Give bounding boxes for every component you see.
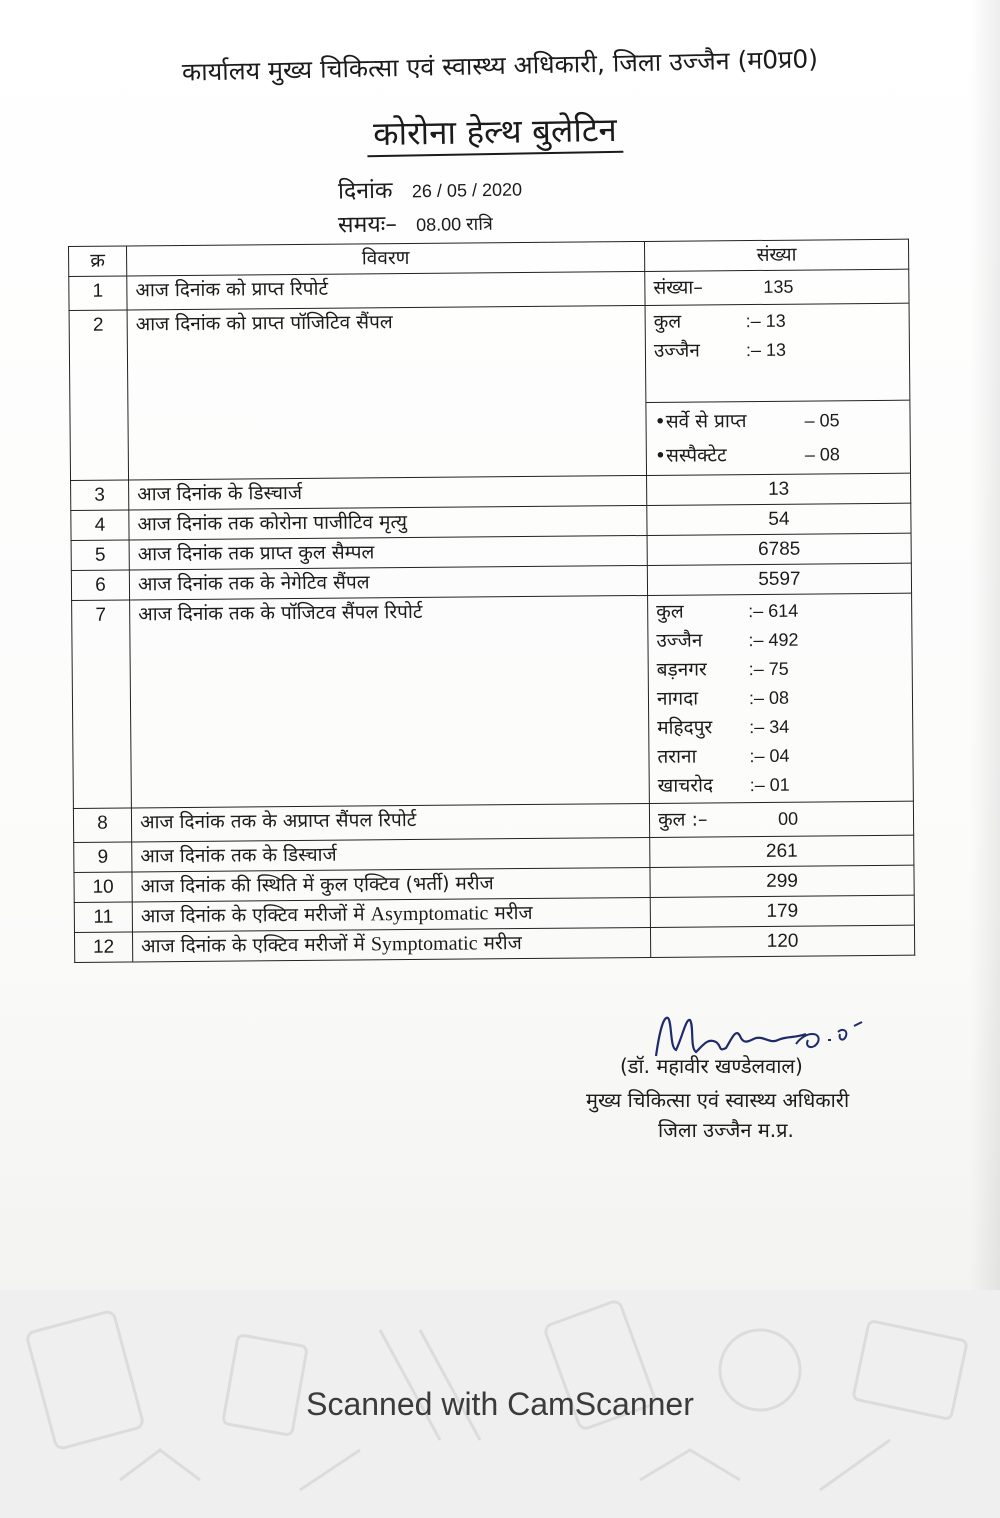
row-value: 261	[650, 835, 914, 867]
row-value	[645, 303, 910, 475]
date-line	[338, 170, 522, 205]
sub-breakdown-label: •सर्वे से प्राप्त	[654, 410, 747, 433]
header-serial: क्र	[69, 246, 127, 277]
row-value	[649, 801, 913, 837]
table-row	[69, 303, 910, 480]
breakdown-label: बड़नगर	[656, 658, 707, 681]
row-value	[645, 269, 909, 305]
row-serial: 9	[74, 842, 132, 873]
office-heading: कार्यालय मुख्य चिकित्सा एवं स्वास्थ्य अधिकारी, जिला उज्जैन (म0प्र0)	[181, 44, 819, 87]
description-english: Symptomatic	[370, 932, 478, 956]
row-value: 299	[650, 865, 914, 897]
row-serial: 2	[69, 310, 128, 480]
row-description: आज दिनांक तक के पॉजिटव सैंपल रिपोर्ट	[130, 595, 650, 808]
time-line	[338, 205, 493, 240]
breakdown-value: :– 04	[749, 745, 790, 767]
row-serial: 6	[71, 570, 129, 601]
row-description: आज दिनांक तक के नेगेटिव सैंपल	[129, 565, 647, 600]
breakdown-value: :– 01	[749, 774, 790, 796]
description-suffix: मरीज	[494, 901, 533, 925]
row-description	[132, 927, 650, 962]
table-row	[72, 593, 914, 808]
row-description: आज दिनांक तक कोरोना पाजीटिव मृत्यु	[129, 505, 647, 540]
signatory-district: जिला उज्जैन म.प्र.	[658, 1118, 794, 1142]
date-value: 26 / 05 / 2020	[411, 179, 523, 202]
breakdown-value: :– 492	[748, 629, 799, 651]
table-row	[74, 925, 914, 962]
time-value: 08.00 रात्रि	[415, 213, 493, 235]
description-english: Asymptomatic	[370, 902, 489, 926]
sub-breakdown-label: •सस्पैक्टेट	[654, 444, 727, 467]
breakdown-label: तराना	[657, 745, 697, 768]
camscanner-label: Scanned with CamScanner	[306, 1386, 694, 1422]
row-value: 6785	[647, 533, 911, 565]
bulletin-title: कोरोना हेल्थ बुलेटिन	[330, 105, 661, 156]
row-value: 13	[647, 473, 911, 505]
value-number: 00	[777, 808, 799, 829]
row-serial: 11	[74, 902, 132, 933]
row-description: आज दिनांक तक के अप्राप्त सैंपल रिपोर्ट	[131, 803, 649, 842]
sub-breakdown	[646, 400, 910, 473]
row-serial: 3	[71, 480, 129, 511]
time-label: समयः–	[337, 211, 398, 239]
row-serial: 10	[74, 872, 132, 903]
description-hindi: आज दिनांक के एक्टिव मरीजों में	[140, 903, 365, 928]
row-value: 5597	[647, 563, 911, 595]
row-serial: 5	[71, 540, 129, 571]
breakdown-label: उज्जैन	[653, 339, 700, 362]
breakdown-label: कुल	[653, 310, 682, 333]
row-value	[648, 593, 914, 803]
row-value: 120	[650, 925, 914, 957]
header-description: विवरण	[127, 241, 645, 276]
sub-breakdown-value: – 08	[804, 444, 840, 465]
row-description: आज दिनांक तक प्राप्त कुल सैम्पल	[129, 535, 647, 570]
breakdown-value: :– 08	[748, 687, 790, 709]
breakdown-value: :– 13	[745, 339, 787, 361]
breakdown-value: :– 13	[745, 310, 786, 332]
row-description: आज दिनांक को प्राप्त पॉजिटिव सैंपल	[127, 305, 646, 480]
sub-breakdown-value: – 05	[804, 410, 840, 431]
value-label: कुल :–	[657, 808, 708, 831]
row-description: आज दिनांक के डिस्चार्ज	[129, 475, 647, 510]
description-suffix: मरीज	[483, 932, 522, 955]
breakdown-label: कुल	[656, 600, 684, 623]
breakdown-label: नागदा	[656, 687, 699, 710]
row-value: 179	[650, 895, 914, 927]
signatory-name: (डॉ. महावीर खण्डेलवाल)	[620, 1054, 803, 1078]
row-serial: 4	[71, 510, 129, 541]
value-label: संख्या–	[653, 276, 703, 299]
description-hindi: आज दिनांक के एक्टिव मरीजों में	[141, 933, 365, 958]
breakdown-label: महिदपुर	[657, 716, 713, 739]
bulletin-table	[68, 239, 915, 963]
row-description: आज दिनांक तक के डिस्चार्ज	[132, 837, 650, 872]
value-number: 135	[763, 276, 794, 297]
signatory-designation: मुख्य चिकित्सा एवं स्वास्थ्य अधिकारी	[586, 1088, 850, 1112]
breakdown-value: :– 34	[749, 716, 790, 738]
row-serial: 8	[73, 808, 131, 843]
bulletin-table-wrap	[68, 239, 914, 963]
breakdown-value: :– 75	[748, 658, 789, 680]
row-serial: 12	[74, 932, 132, 963]
row-description: आज दिनांक को प्राप्त रिपोर्ट	[127, 271, 645, 310]
date-label: दिनांक	[337, 177, 393, 205]
breakdown-label: उज्जैन	[656, 629, 703, 652]
breakdown-label: खाचरोद	[657, 774, 714, 797]
row-description	[132, 897, 650, 932]
breakdown-value: :– 614	[748, 600, 799, 622]
row-serial: 7	[72, 600, 132, 808]
header-count: संख्या	[644, 239, 908, 271]
row-serial: 1	[69, 276, 127, 311]
camscanner-footer	[0, 1290, 1000, 1518]
row-description: आज दिनांक की स्थिति में कुल एक्टिव (भर्ती) मरीज	[132, 867, 650, 902]
row-value: 54	[647, 503, 911, 535]
